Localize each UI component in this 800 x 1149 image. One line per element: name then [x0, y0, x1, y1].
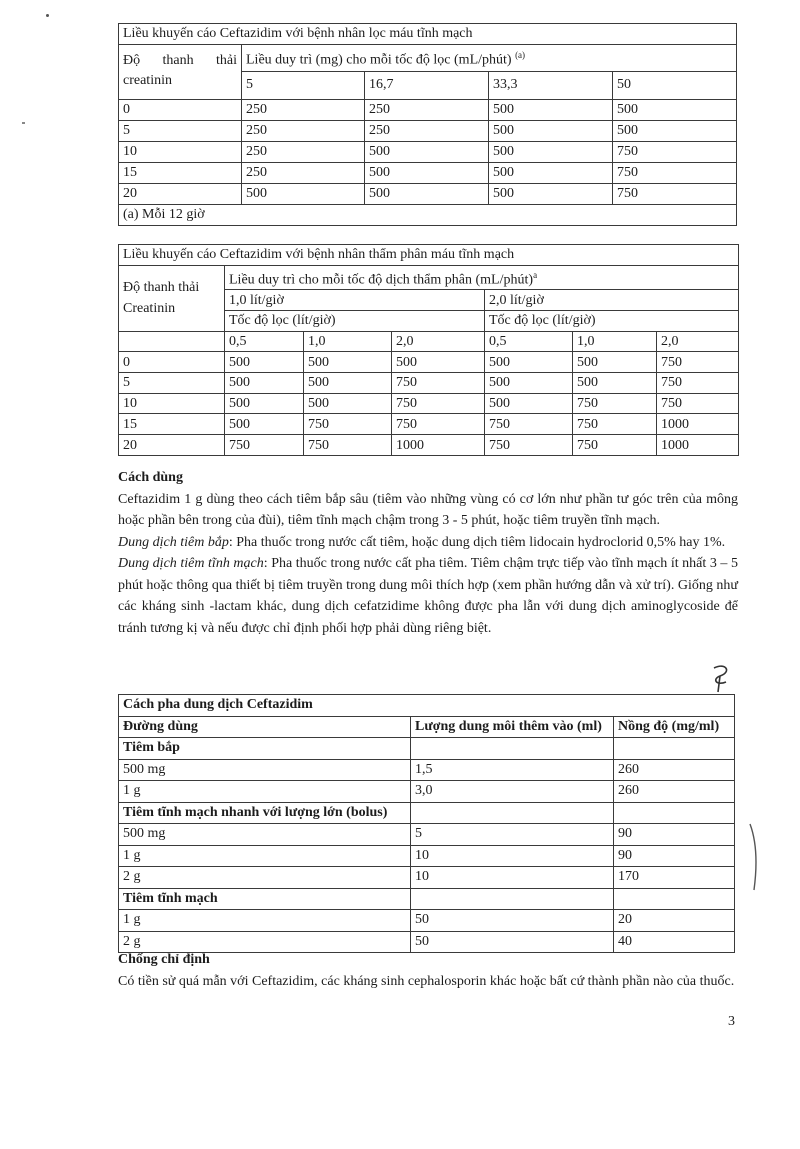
contraindications-heading: Chống chỉ định — [118, 952, 210, 967]
page-number: 3 — [728, 1014, 735, 1029]
table-title: Liều khuyến cáo Ceftazidim với bệnh nhân thẩm phân máu tĩnh mạch — [119, 245, 739, 266]
table-cell: 10 — [119, 141, 242, 162]
table-cell: 90 — [614, 824, 735, 846]
clearance-header — [119, 45, 242, 100]
contraindications-section — [118, 949, 738, 992]
table-footnote: (a) Mỗi 12 giờ — [119, 204, 737, 225]
table-cell: 500 — [573, 373, 657, 394]
table-row — [119, 352, 739, 373]
table-row — [119, 759, 735, 781]
table-cell: 750 — [657, 373, 739, 394]
table-row — [119, 781, 735, 803]
table-cell: 500 — [489, 141, 613, 162]
table-cell: 15 — [119, 162, 242, 183]
table-cell: 20 — [119, 183, 242, 204]
table-cell: 750 — [392, 393, 485, 414]
table-cell: 500 — [613, 120, 737, 141]
rate-header: 2,0 — [392, 331, 485, 352]
table-cell: 500 — [304, 373, 392, 394]
maintenance-dose-header — [225, 265, 739, 290]
table-cell: 1,5 — [411, 759, 614, 781]
maintenance-dose-header-text: Liều duy trì (mg) cho mỗi tốc độ lọc (mL/phút) — [246, 52, 516, 68]
table-cell: 500 — [485, 352, 573, 373]
table-cell: 0 — [119, 352, 225, 373]
footnote-marker: a — [533, 269, 538, 280]
table-row — [119, 910, 735, 932]
table-cell: 1000 — [657, 414, 739, 435]
rate-header: 50 — [613, 71, 737, 99]
table-cell: 5 — [119, 373, 225, 394]
table-cell: 250 — [242, 99, 365, 120]
maintenance-dose-header-text: Liều duy trì cho mỗi tốc độ dịch thẩm phân (mL/phút) — [229, 272, 534, 288]
footnote-marker: (a) — [515, 50, 526, 60]
im-solution-text: : Pha thuốc trong nước cất tiêm, hoặc dung dịch tiêm lidocain hydroclorid 0,5% hay 1%. — [228, 534, 726, 550]
clearance-header-word1: Độ — [123, 53, 141, 68]
table-cell: 750 — [304, 414, 392, 435]
column-header: Lượng dung môi thêm vào (ml) — [411, 716, 614, 738]
table-cell: 500 mg — [119, 759, 411, 781]
table-cell: 2 g — [119, 931, 411, 953]
table-cell: 500 — [489, 162, 613, 183]
handwritten-initial-icon — [706, 660, 740, 694]
table-cell: 500 — [365, 141, 489, 162]
table-cell: 2 g — [119, 867, 411, 889]
rate-header: 2,0 — [657, 331, 739, 352]
table-cell: 500 — [489, 183, 613, 204]
empty-cell — [119, 331, 225, 352]
table-cell: 500 — [573, 352, 657, 373]
table-cell: 500 — [225, 373, 304, 394]
iv-solution-label: Dung dịch tiêm tĩnh mạch — [118, 556, 264, 571]
empty-cell — [411, 738, 614, 760]
empty-cell — [614, 802, 735, 824]
usage-paragraph: Ceftazidim 1 g dùng theo cách tiêm bắp sâu (tiêm vào những vùng có cơ lớn như phần tư góc trên của mông hoặc phần bên trong của đùi), tiêm tĩnh mạch chậm trong 3 - 5 phút, hoặc tiêm truyền tĩnh mạch. — [118, 491, 738, 528]
table-cell: 3,0 — [411, 781, 614, 803]
table-row — [119, 393, 739, 414]
clearance-header-line2: Creatinin — [123, 301, 176, 317]
scan-dot — [22, 122, 25, 124]
table-cell: 250 — [365, 99, 489, 120]
rate-header: 0,5 — [225, 331, 304, 352]
table-cell: 750 — [573, 393, 657, 414]
column-header: Đường dùng — [119, 716, 411, 738]
clearance-header-line1: Độ thanh thải — [123, 280, 200, 296]
hemofiltration-dose-table — [118, 23, 737, 226]
reconstitution-table — [118, 694, 735, 953]
table-cell: 750 — [613, 183, 737, 204]
table-row — [119, 824, 735, 846]
table-cell: 250 — [242, 162, 365, 183]
table-cell: 1 g — [119, 845, 411, 867]
table-cell: 5 — [119, 120, 242, 141]
table-cell: 750 — [485, 414, 573, 435]
clearance-header-word3: thải — [215, 53, 237, 68]
table-cell: 500 — [485, 373, 573, 394]
table-cell: 750 — [225, 435, 304, 456]
table-row — [119, 414, 739, 435]
table-cell: 750 — [304, 435, 392, 456]
filter-rate-label: Tốc độ lọc (lít/giờ) — [485, 311, 739, 332]
table-cell: 1000 — [392, 435, 485, 456]
maintenance-dose-header — [242, 45, 737, 72]
table-row — [119, 141, 737, 162]
table-cell: 750 — [485, 435, 573, 456]
table-cell: 750 — [613, 162, 737, 183]
table-row — [119, 120, 737, 141]
table-cell: 500 — [225, 414, 304, 435]
table-title: Liều khuyến cáo Ceftazidim với bệnh nhân lọc máu tĩnh mạch — [119, 24, 737, 45]
rate-header: 0,5 — [485, 331, 573, 352]
rate-header: 1,0 — [573, 331, 657, 352]
table-cell: 1000 — [657, 435, 739, 456]
table-cell: 500 — [613, 99, 737, 120]
empty-cell — [411, 802, 614, 824]
scan-mark-icon — [744, 820, 764, 900]
im-solution-label: Dung dịch tiêm bắp — [118, 534, 229, 550]
table-cell: 15 — [119, 414, 225, 435]
table-cell: 750 — [392, 373, 485, 394]
clearance-header-word2: thanh — [162, 53, 194, 68]
table-cell: 250 — [242, 120, 365, 141]
group-header: Tiêm bắp — [119, 738, 411, 760]
table-cell: 90 — [614, 845, 735, 867]
table-cell: 500 — [365, 162, 489, 183]
table-cell: 50 — [411, 931, 614, 953]
usage-heading: Cách dùng — [118, 470, 183, 485]
rate-header: 16,7 — [365, 71, 489, 99]
table-row — [119, 99, 737, 120]
table-row — [119, 435, 739, 456]
table-cell: 750 — [573, 414, 657, 435]
iv-solution-text: : Pha thuốc trong nước cất pha tiêm. Tiêm chậm trực tiếp vào tĩnh mạch ít nhất 3 – 5 phút hoặc thông qua thiết bị tiêm truyền trong dung môi thích hợp (xem phần hướng dẫn và xử trí). Giống như các kháng sinh -lactam khác, dung dịch cefatzidime không được pha lẫn với dung dịch aminoglycoside để tránh tương kị và nếu được chỉ định phối hợp phải dùng riêng biệt. — [118, 556, 739, 636]
hemodialysis-dose-table — [118, 244, 739, 456]
table-cell: 170 — [614, 867, 735, 889]
table-cell: 500 — [489, 120, 613, 141]
table-cell: 500 mg — [119, 824, 411, 846]
contraindications-text: Có tiền sử quá mẫn với Ceftazidim, các kháng sinh cephalosporin khác hoặc bất cứ thành phần nào của thuốc. — [118, 973, 735, 989]
table-cell: 1 g — [119, 781, 411, 803]
table-cell: 500 — [485, 393, 573, 414]
table-cell: 500 — [242, 183, 365, 204]
table-cell: 40 — [614, 931, 735, 953]
table-cell: 10 — [411, 845, 614, 867]
group-header: Tiêm tĩnh mạch nhanh với lượng lớn (bolus) — [119, 802, 411, 824]
dialysate-rate-group: 1,0 lít/giờ — [225, 290, 485, 311]
table-cell: 750 — [613, 141, 737, 162]
table-cell: 20 — [119, 435, 225, 456]
table-cell: 1 g — [119, 910, 411, 932]
table-cell: 10 — [411, 867, 614, 889]
table-cell: 750 — [657, 393, 739, 414]
table-cell: 5 — [411, 824, 614, 846]
iv-solution-paragraph — [118, 553, 738, 639]
table-cell: 500 — [225, 352, 304, 373]
table-cell: 500 — [304, 393, 392, 414]
table-cell: 750 — [657, 352, 739, 373]
table-row — [119, 183, 737, 204]
table-row — [119, 162, 737, 183]
table-cell: 260 — [614, 759, 735, 781]
table-cell: 750 — [573, 435, 657, 456]
clearance-header-line2: creatinin — [123, 73, 172, 88]
empty-cell — [411, 888, 614, 910]
rate-header: 33,3 — [489, 71, 613, 99]
filter-rate-label: Tốc độ lọc (lít/giờ) — [225, 311, 485, 332]
dialysate-rate-group: 2,0 lít/giờ — [485, 290, 739, 311]
table-title: Cách pha dung dịch Ceftazidim — [119, 695, 735, 717]
usage-section — [118, 467, 738, 639]
table-row — [119, 845, 735, 867]
table-cell: 500 — [489, 99, 613, 120]
table-cell: 500 — [365, 183, 489, 204]
table-cell: 250 — [365, 120, 489, 141]
table-cell: 500 — [225, 393, 304, 414]
table-cell: 20 — [614, 910, 735, 932]
rate-header: 5 — [242, 71, 365, 99]
scan-dot — [46, 14, 49, 17]
rate-header: 1,0 — [304, 331, 392, 352]
table-cell: 10 — [119, 393, 225, 414]
table-cell: 50 — [411, 910, 614, 932]
im-solution-paragraph — [118, 532, 738, 554]
table-row — [119, 373, 739, 394]
table-cell: 500 — [392, 352, 485, 373]
table-cell: 260 — [614, 781, 735, 803]
table-cell: 500 — [304, 352, 392, 373]
column-header: Nồng độ (mg/ml) — [614, 716, 735, 738]
table-cell: 750 — [392, 414, 485, 435]
clearance-header — [119, 265, 225, 331]
table-cell: 250 — [242, 141, 365, 162]
table-cell: 0 — [119, 99, 242, 120]
group-header: Tiêm tĩnh mạch — [119, 888, 411, 910]
empty-cell — [614, 738, 735, 760]
empty-cell — [614, 888, 735, 910]
table-row — [119, 867, 735, 889]
